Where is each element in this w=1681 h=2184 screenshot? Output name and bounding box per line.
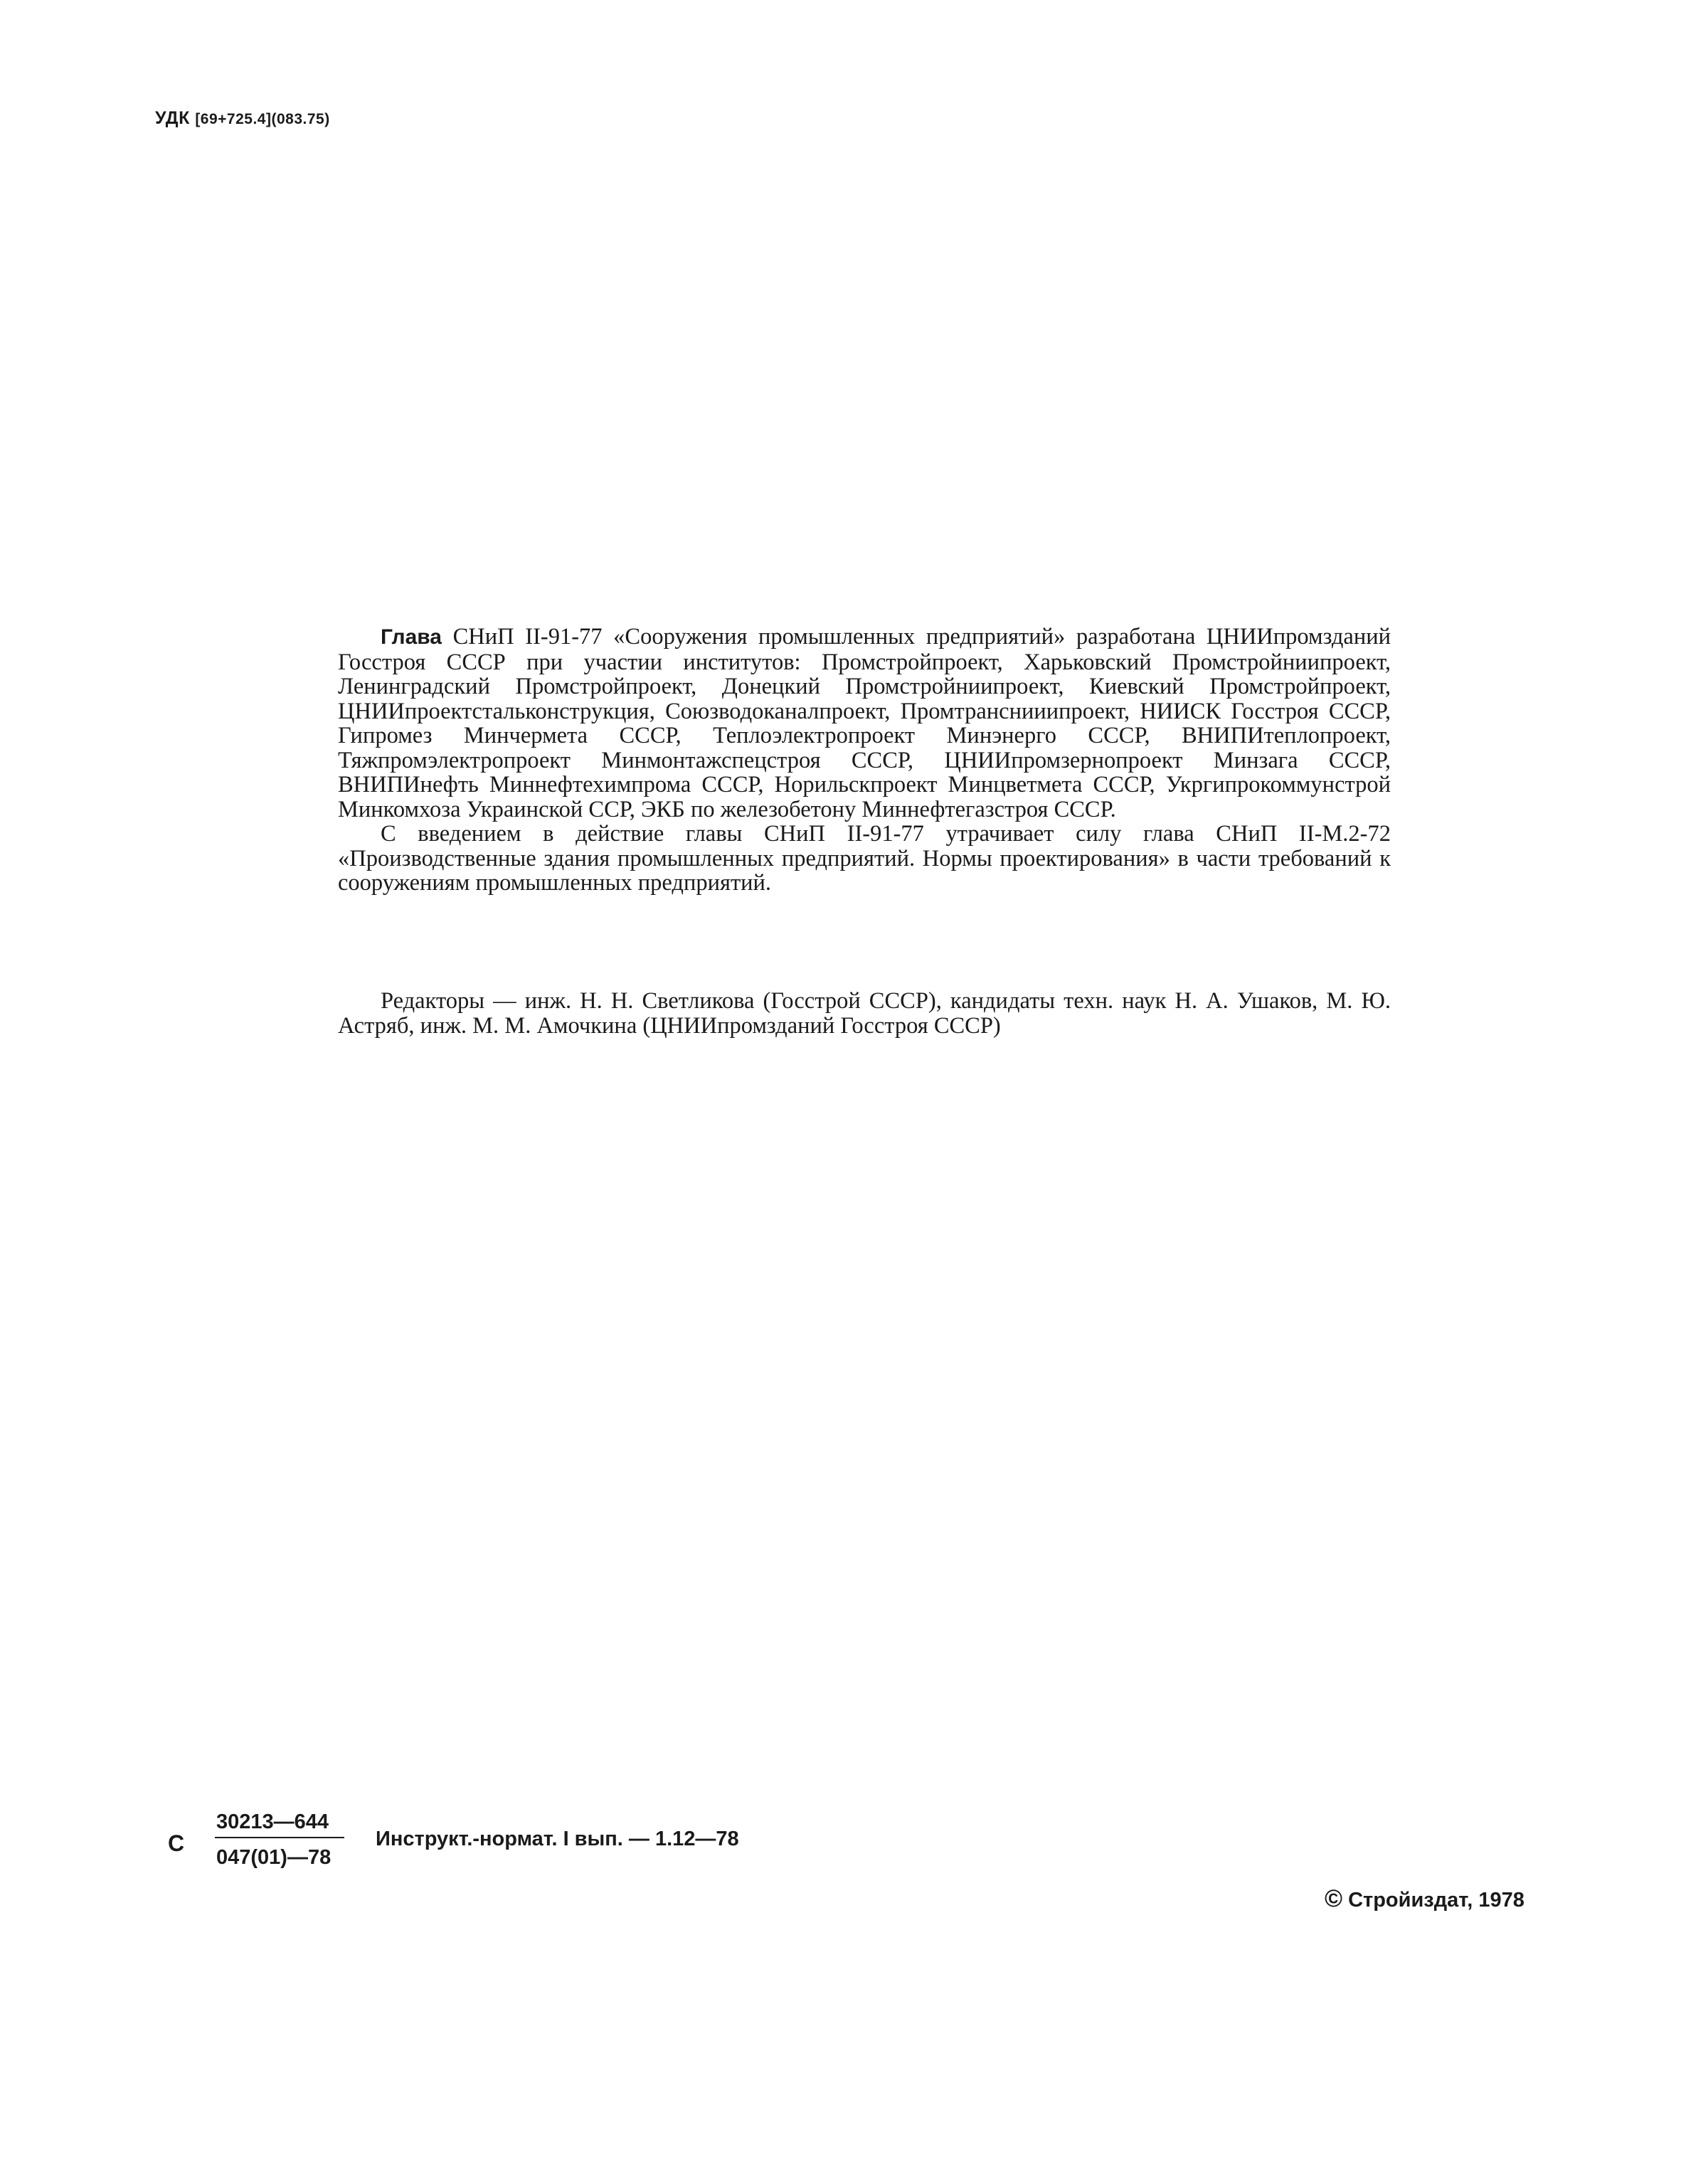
copyright-icon: © — [1325, 1885, 1343, 1912]
intro-paragraph-1-text: СНиП II-91-77 «Сооружения промышленных предприятий» разработана ЦНИИпромзданий Госстроя СССР при участии институтов: Промстройпроект, Харьковский Промстройниипроект, Ленинградский Промстройпроект, Донецкий Промстройниипроект, Киевский Промстройпроект, ЦНИИпроектстальконструкция, Союзводоканалпроект, Промтранснииипроект, НИИСК Госстроя СССР, Гипромез Минчермета СССР, Теплоэлектропроект Минэнерго СССР, ВНИПИтеплопроект, Тяжпромэлектропроект Минмонтажспецстроя СССР, ЦНИИпромзернопроект Минзага СССР, ВНИПИнефть Миннефтехимпрома СССР, Норильскпроект Минцветмета СССР, Укргипрокоммунстрой Минкомхоза Украинской ССР, ЭКБ по железобетону Миннефтегазстроя СССР. — [338, 624, 1391, 822]
imprint-description: Инструкт.-нормат. I вып. — 1.12—78 — [376, 1828, 739, 1850]
publisher-copyright — [1325, 1885, 1524, 1913]
intro-paragraph-1 — [338, 625, 1391, 822]
imprint-numerator: 30213—644 — [216, 1811, 329, 1833]
intro-section — [338, 625, 1391, 896]
imprint-denominator: 047(01)—78 — [216, 1846, 332, 1869]
intro-lead-word: Глава — [381, 625, 442, 649]
imprint-fraction-rule — [215, 1837, 344, 1838]
intro-paragraph-2: С введением в действие главы СНиП II-91-77 утрачивает силу глава СНиП II-М.2-72 «Производственные здания промышленных предприятий. Нормы проектирования» в части требований к сооружениям промышленных предприятий. — [338, 821, 1391, 896]
imprint-block — [168, 1811, 879, 1875]
editors-text: Редакторы — инж. Н. Н. Светликова (Госстрой СССР), кандидаты техн. наук Н. А. Ушаков, М. Ю. Астряб, инж. М. М. Амочкина (ЦНИИпромзданий Госстроя СССР) — [338, 988, 1391, 1039]
udk-label: УДК — [155, 108, 190, 128]
udk-code: [69+725.4](083.75) — [195, 111, 330, 127]
editors-section — [338, 989, 1391, 1038]
publisher-text: Стройиздат, 1978 — [1348, 1889, 1524, 1912]
udk-classification — [155, 108, 330, 129]
imprint-letter: С — [168, 1830, 185, 1856]
